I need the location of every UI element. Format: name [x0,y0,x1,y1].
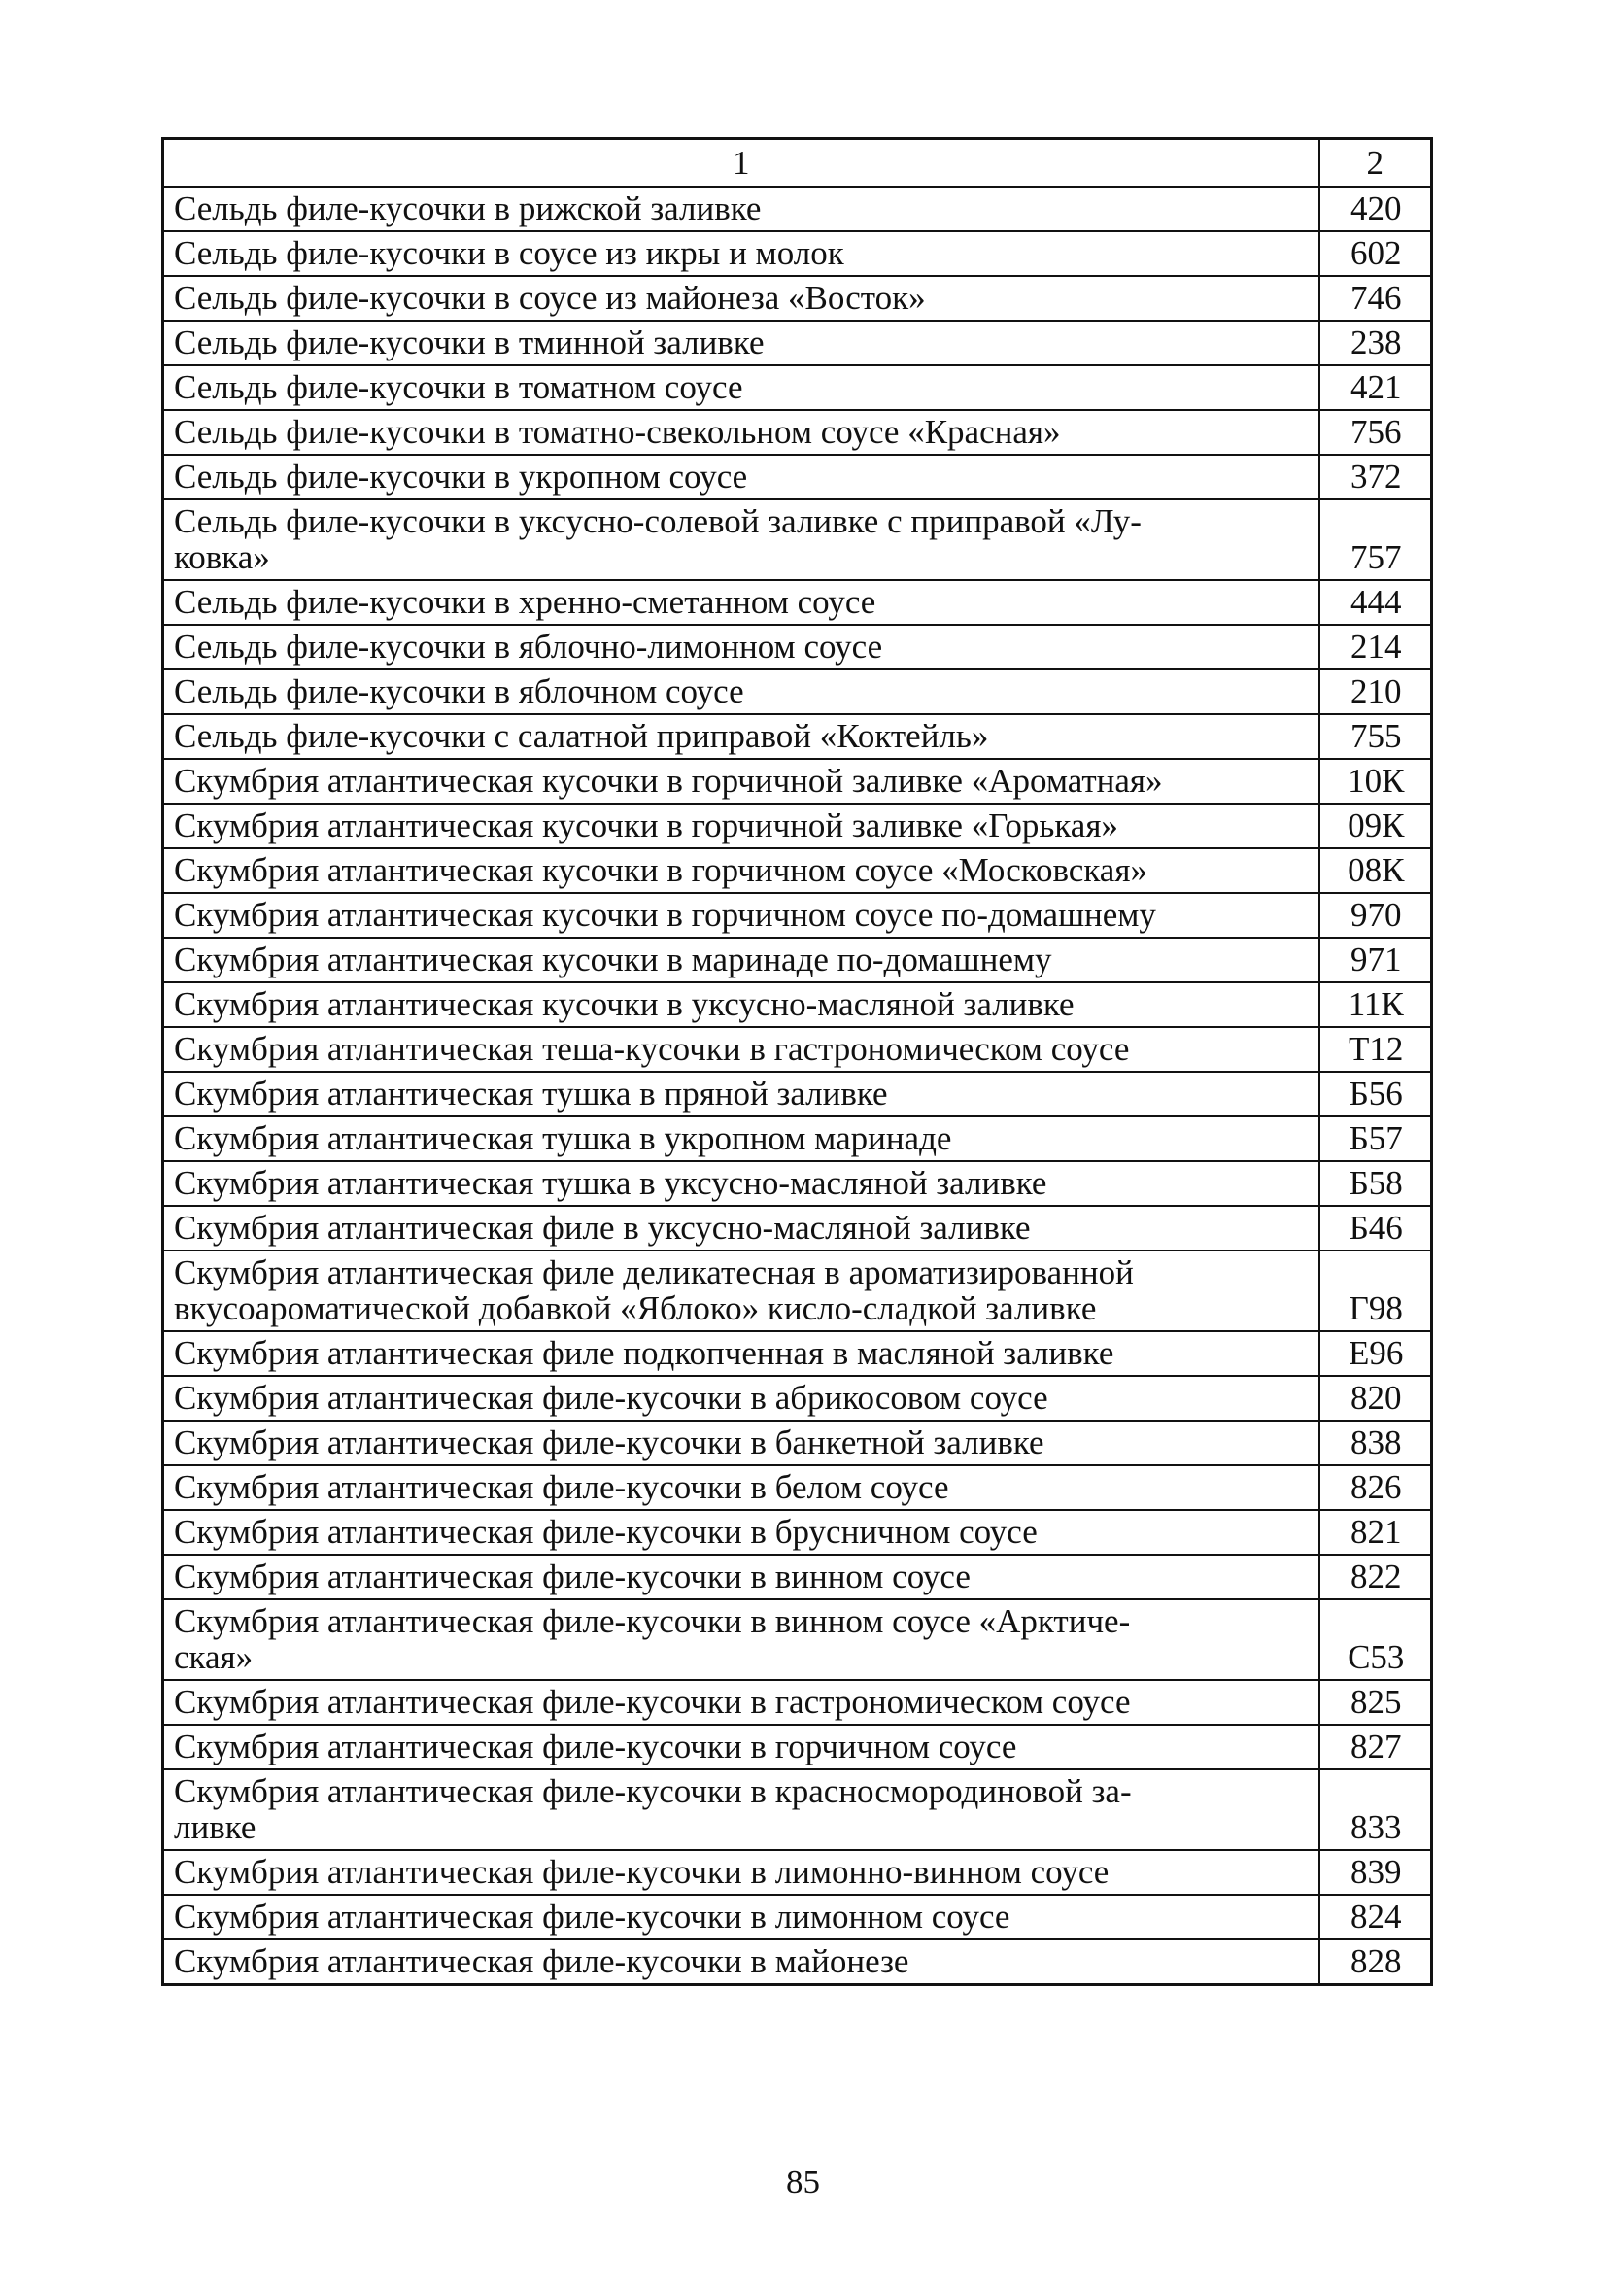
table-row [163,1510,1432,1555]
product-name-cell: Скумбрия атлантическая филе-кусочки в винном соусе [163,1555,1319,1599]
product-code-cell: Б57 [1319,1116,1432,1161]
table-row [163,1769,1432,1850]
product-code-cell: 372 [1319,455,1432,499]
table-body [163,187,1432,1985]
table-row [163,1376,1432,1421]
table-row [163,410,1432,455]
table-row [163,499,1432,580]
table-row [163,187,1432,231]
product-code-cell: 238 [1319,321,1432,365]
product-name-cell: Скумбрия атлантическая филе-кусочки в красносмородиновой за- ливке [163,1769,1319,1850]
product-code-cell: 971 [1319,938,1432,982]
table-row [163,1116,1432,1161]
table-row [163,848,1432,893]
table-row [163,365,1432,410]
product-code-cell: 824 [1319,1895,1432,1939]
product-code-cell: 746 [1319,276,1432,321]
product-name-cell: Скумбрия атлантическая кусочки в горчичном соусе по-домашнему [163,893,1319,938]
table-row [163,1072,1432,1116]
product-code-cell: 757 [1319,499,1432,580]
column-header-1: 1 [163,139,1319,188]
product-name-cell: Скумбрия атлантическая тушка в укропном маринаде [163,1116,1319,1161]
product-name-cell: Сельдь филе-кусочки в хренно-сметанном соусе [163,580,1319,625]
product-code-cell: С53 [1319,1599,1432,1680]
product-name-cell: Скумбрия атлантическая теша-кусочки в гастрономическом соусе [163,1027,1319,1072]
product-code-cell: 421 [1319,365,1432,410]
product-name-cell: Сельдь филе-кусочки в рижской заливке [163,187,1319,231]
product-code-cell: 826 [1319,1465,1432,1510]
product-name-cell: Скумбрия атлантическая филе-кусочки в абрикосовом соусе [163,1376,1319,1421]
product-name-cell: Сельдь филе-кусочки в соусе из икры и молок [163,231,1319,276]
product-code-cell: 822 [1319,1555,1432,1599]
column-header-2: 2 [1319,139,1432,188]
product-code-cell: 10К [1319,759,1432,804]
product-code-cell: 839 [1319,1850,1432,1895]
product-code-cell: 833 [1319,1769,1432,1850]
product-name-cell: Скумбрия атлантическая кусочки в горчичной заливке «Горькая» [163,804,1319,848]
product-code-cell: Б56 [1319,1072,1432,1116]
product-name-cell: Скумбрия атлантическая филе-кусочки в банкетной заливке [163,1421,1319,1465]
product-name-cell: Скумбрия атлантическая филе подкопченная в масляной заливке [163,1331,1319,1376]
product-name-cell: Скумбрия атлантическая кусочки в горчичном соусе «Московская» [163,848,1319,893]
table-row [163,1027,1432,1072]
product-name-cell: Сельдь филе-кусочки в яблочном соусе [163,669,1319,714]
product-name-cell: Скумбрия атлантическая тушка в пряной заливке [163,1072,1319,1116]
product-code-cell: 602 [1319,231,1432,276]
product-name-cell: Скумбрия атлантическая филе-кусочки в горчичном соусе [163,1725,1319,1769]
product-code-cell: 970 [1319,893,1432,938]
product-name-cell: Сельдь филе-кусочки в яблочно-лимонном соусе [163,625,1319,669]
product-name-cell: Скумбрия атлантическая кусочки в горчичной заливке «Ароматная» [163,759,1319,804]
product-code-cell: 827 [1319,1725,1432,1769]
product-name-cell: Сельдь филе-кусочки в укропном соусе [163,455,1319,499]
product-name-cell: Скумбрия атлантическая филе деликатесная в ароматизированной вкусоароматической добавкой «Яблоко» кисло-сладкой заливке [163,1251,1319,1331]
product-code-cell: 09К [1319,804,1432,848]
product-code-cell: 420 [1319,187,1432,231]
product-name-cell: Скумбрия атлантическая филе-кусочки в белом соусе [163,1465,1319,1510]
product-name-cell: Скумбрия атлантическая кусочки в маринаде по-домашнему [163,938,1319,982]
product-code-cell: 755 [1319,714,1432,759]
product-name-cell: Скумбрия атлантическая филе-кусочки в гастрономическом соусе [163,1680,1319,1725]
product-code-cell: Б46 [1319,1206,1432,1251]
table-row [163,1251,1432,1331]
product-name-cell: Сельдь филе-кусочки в тминной заливке [163,321,1319,365]
product-code-cell: 210 [1319,669,1432,714]
product-code-cell: 214 [1319,625,1432,669]
table-row [163,714,1432,759]
table-row [163,1895,1432,1939]
table-row [163,982,1432,1027]
table-row [163,276,1432,321]
table-row [163,1421,1432,1465]
product-code-cell: 838 [1319,1421,1432,1465]
table-row [163,804,1432,848]
product-code-cell: 828 [1319,1939,1432,1985]
product-code-cell: Е96 [1319,1331,1432,1376]
table-row [163,1465,1432,1510]
product-code-cell: 821 [1319,1510,1432,1555]
product-name-cell: Скумбрия атлантическая кусочки в уксусно-масляной заливке [163,982,1319,1027]
product-name-cell: Скумбрия атлантическая филе-кусочки в винном соусе «Арктиче- ская» [163,1599,1319,1680]
product-name-cell: Сельдь филе-кусочки в уксусно-солевой заливке с приправой «Лу- ковка» [163,499,1319,580]
table-row [163,1680,1432,1725]
table-row [163,231,1432,276]
table-row [163,1939,1432,1985]
product-code-cell: 825 [1319,1680,1432,1725]
table-row [163,759,1432,804]
table-row [163,1161,1432,1206]
table-header-row [163,139,1432,188]
table-row [163,669,1432,714]
product-name-cell: Сельдь филе-кусочки в томатном соусе [163,365,1319,410]
product-name-cell: Скумбрия атлантическая филе в уксусно-масляной заливке [163,1206,1319,1251]
table-row [163,625,1432,669]
product-code-cell: 756 [1319,410,1432,455]
product-name-cell: Скумбрия атлантическая филе-кусочки в брусничном соусе [163,1510,1319,1555]
product-name-cell: Сельдь филе-кусочки в соусе из майонеза «Восток» [163,276,1319,321]
product-code-cell: Б58 [1319,1161,1432,1206]
product-code-cell: 08К [1319,848,1432,893]
product-name-cell: Скумбрия атлантическая филе-кусочки в майонезе [163,1939,1319,1985]
table-row [163,1555,1432,1599]
table-row [163,1599,1432,1680]
product-name-cell: Скумбрия атлантическая филе-кусочки в лимонно-винном соусе [163,1850,1319,1895]
product-code-cell: 11К [1319,982,1432,1027]
product-code-cell: 820 [1319,1376,1432,1421]
product-name-cell: Скумбрия атлантическая тушка в уксусно-масляной заливке [163,1161,1319,1206]
product-code-cell: 444 [1319,580,1432,625]
table-row [163,580,1432,625]
product-code-cell: Г98 [1319,1251,1432,1331]
product-code-cell: Т12 [1319,1027,1432,1072]
table-row [163,321,1432,365]
page-number: 85 [786,2163,820,2201]
table-row [163,938,1432,982]
table-row [163,1850,1432,1895]
product-name-cell: Сельдь филе-кусочки в томатно-свекольном соусе «Красная» [163,410,1319,455]
table-row [163,1331,1432,1376]
product-name-cell: Сельдь филе-кусочки с салатной приправой «Коктейль» [163,714,1319,759]
product-code-table [161,137,1433,1986]
product-name-cell: Скумбрия атлантическая филе-кусочки в лимонном соусе [163,1895,1319,1939]
table-row [163,893,1432,938]
table-row [163,1206,1432,1251]
table-row [163,1725,1432,1769]
table-row [163,455,1432,499]
